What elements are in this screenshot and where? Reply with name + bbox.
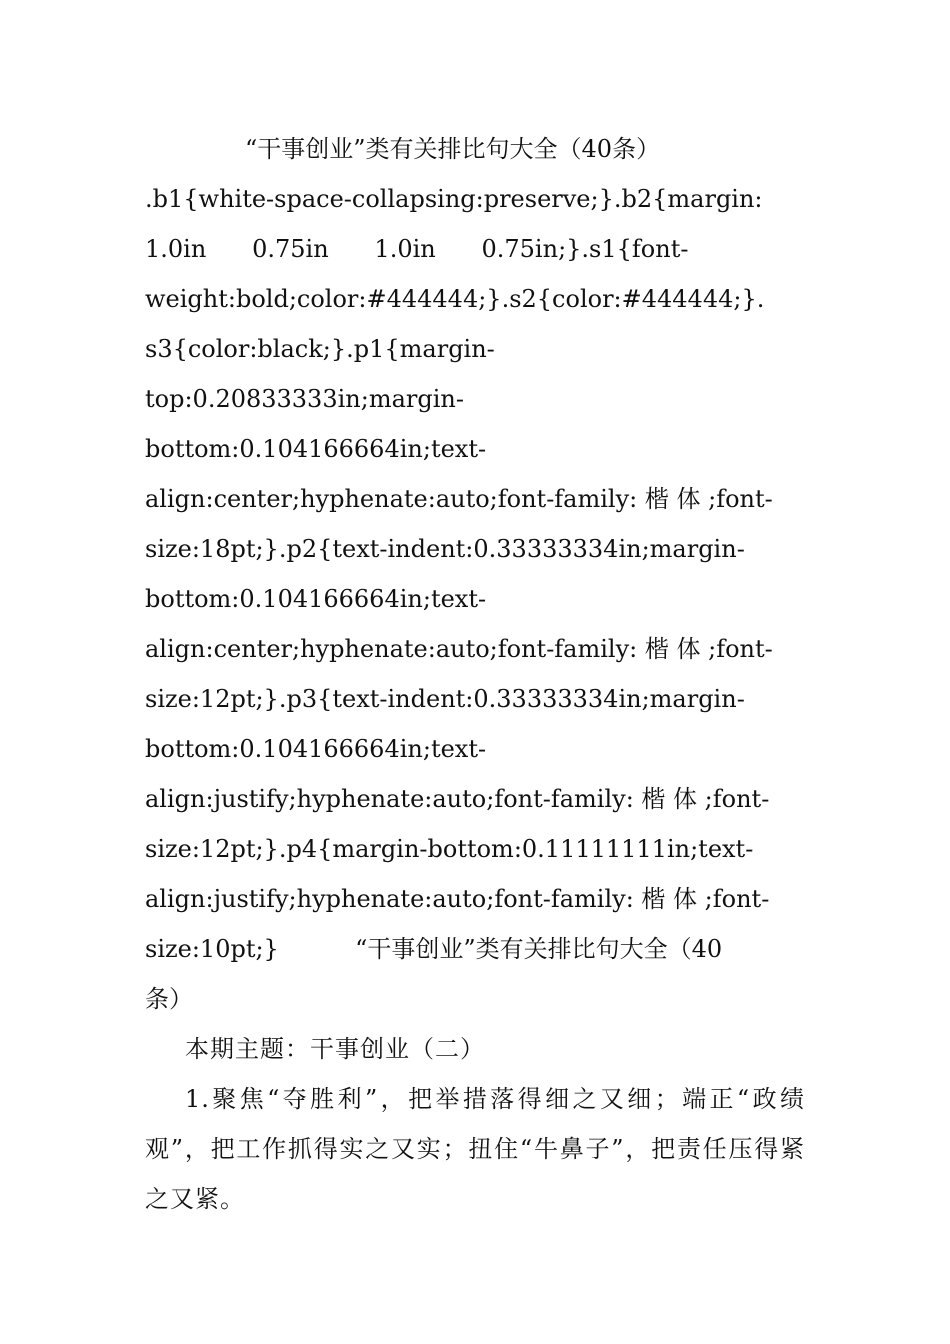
section-subtitle: 本期主题：干事创业（二） [185, 1035, 485, 1063]
css-line: size:10pt;} “干事创业”类有关排比句大全（40 [145, 935, 723, 963]
css-line: align:justify;hyphenate:auto;font-family: 楷 体 ;font- [145, 785, 770, 813]
css-line: size:18pt;}.p2{text-indent:0.33333334in;margin- [145, 535, 745, 563]
css-line: bottom:0.104166664in;text- [145, 735, 487, 763]
css-line: 条） [145, 985, 193, 1013]
css-line: s3{color:black;}.p1{margin- [145, 335, 495, 363]
css-line: align:center;hyphenate:auto;font-family: 楷 体 ;font- [145, 485, 773, 513]
css-line: align:center;hyphenate:auto;font-family: 楷 体 ;font- [145, 635, 773, 663]
css-line: top:0.20833333in;margin- [145, 385, 464, 413]
paragraph-1: 1.聚焦“夺胜利”，把举措落得细之又细；端正“政绩观”，把工作抓得实之又实；扭住“牛鼻子”，把责任压得紧之又紧。 [145, 1085, 805, 1213]
css-line: weight:bold;color:#444444;}.s2{color:#444444;}. [145, 285, 765, 313]
css-line: bottom:0.104166664in;text- [145, 585, 487, 613]
css-line: .b1{white-space-collapsing:preserve;}.b2{margin: [145, 185, 763, 213]
document-page [145, 124, 805, 1224]
css-line: 1.0in 0.75in 1.0in 0.75in;}.s1{font- [145, 235, 689, 263]
css-line: bottom:0.104166664in;text- [145, 435, 487, 463]
css-line: size:12pt;}.p3{text-indent:0.33333334in;margin- [145, 685, 745, 713]
css-line: size:12pt;}.p4{margin-bottom:0.11111111in;text- [145, 835, 754, 863]
css-line: align:justify;hyphenate:auto;font-family: 楷 体 ;font- [145, 885, 770, 913]
css-code-text [145, 174, 805, 1024]
document-title: “干事创业”类有关排比句大全（40条） [245, 135, 661, 163]
